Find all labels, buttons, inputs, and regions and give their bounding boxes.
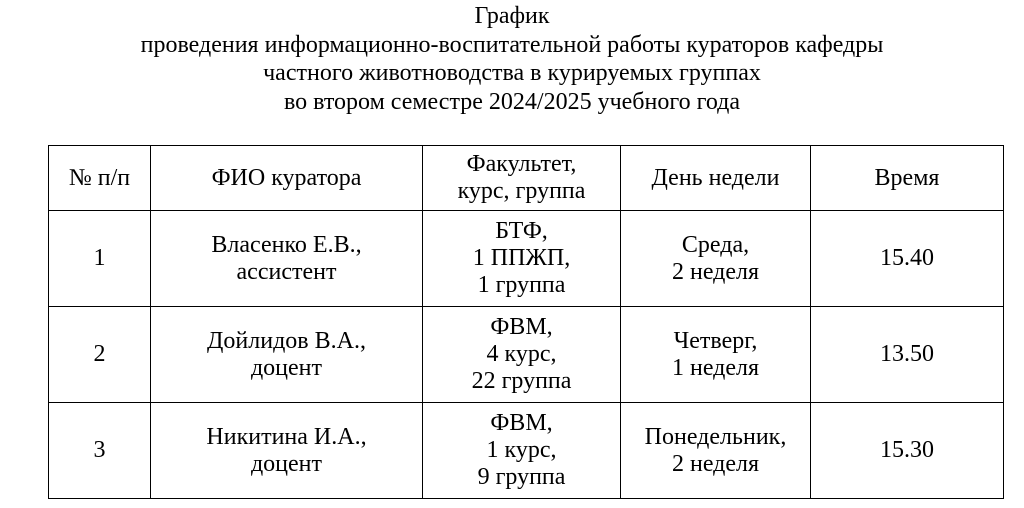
header-num: № п/п — [49, 146, 151, 211]
cell-weekday — [621, 307, 811, 403]
title-line-4: во втором семестре 2024/2025 учебного года — [283, 88, 741, 115]
header-faculty — [423, 146, 621, 211]
cell-num: 1 — [49, 211, 151, 307]
header-faculty-line-2: курс, группа — [457, 178, 586, 204]
curator-name: Никитина И.А., — [206, 423, 367, 450]
table-row — [49, 403, 1004, 499]
curator-position: ассистент — [236, 258, 337, 285]
cell-curator — [151, 403, 423, 499]
cell-weekday — [621, 403, 811, 499]
table-row — [49, 211, 1004, 307]
cell-faculty — [423, 307, 621, 403]
faculty-course: 1 ППЖП, — [472, 245, 571, 271]
header-weekday: День недели — [621, 146, 811, 211]
schedule-table — [48, 145, 1004, 499]
weekday-name: Четверг, — [673, 327, 758, 354]
cell-weekday — [621, 211, 811, 307]
faculty-group: 1 группа — [477, 272, 566, 298]
header-curator-name: ФИО куратора — [151, 146, 423, 211]
faculty-name: ФВМ, — [490, 314, 553, 340]
faculty-group: 9 группа — [477, 464, 566, 490]
curator-name: Дойлидов В.А., — [207, 327, 366, 354]
faculty-group: 22 группа — [471, 368, 572, 394]
curator-position: доцент — [250, 354, 323, 381]
document-title — [0, 2, 1024, 116]
weekday-name: Понедельник, — [644, 423, 787, 450]
header-time: Время — [811, 146, 1004, 211]
weekday-week: 2 неделя — [671, 258, 760, 285]
faculty-course: 4 курс, — [486, 341, 557, 367]
faculty-name: БТФ, — [495, 218, 548, 244]
title-line-2: проведения информационно-воспитательной работы кураторов кафедры — [140, 31, 884, 58]
cell-curator — [151, 211, 423, 307]
title-line-3: частного животноводства в курируемых группах — [263, 60, 761, 86]
cell-curator — [151, 307, 423, 403]
table-row — [49, 307, 1004, 403]
cell-time: 15.30 — [811, 403, 1004, 499]
weekday-week: 2 неделя — [671, 450, 760, 477]
weekday-name: Среда, — [681, 231, 750, 258]
cell-faculty — [423, 403, 621, 499]
curator-name: Власенко Е.В., — [211, 231, 362, 258]
cell-time: 13.50 — [811, 307, 1004, 403]
cell-faculty — [423, 211, 621, 307]
weekday-week: 1 неделя — [671, 354, 760, 381]
faculty-name: ФВМ, — [490, 410, 553, 436]
faculty-course: 1 курс, — [486, 437, 557, 463]
curator-position: доцент — [250, 450, 323, 477]
cell-time: 15.40 — [811, 211, 1004, 307]
header-faculty-line-1: Факультет, — [466, 151, 577, 177]
title-line-1: График — [474, 3, 550, 29]
cell-num: 2 — [49, 307, 151, 403]
header-row — [49, 146, 1004, 211]
cell-num: 3 — [49, 403, 151, 499]
